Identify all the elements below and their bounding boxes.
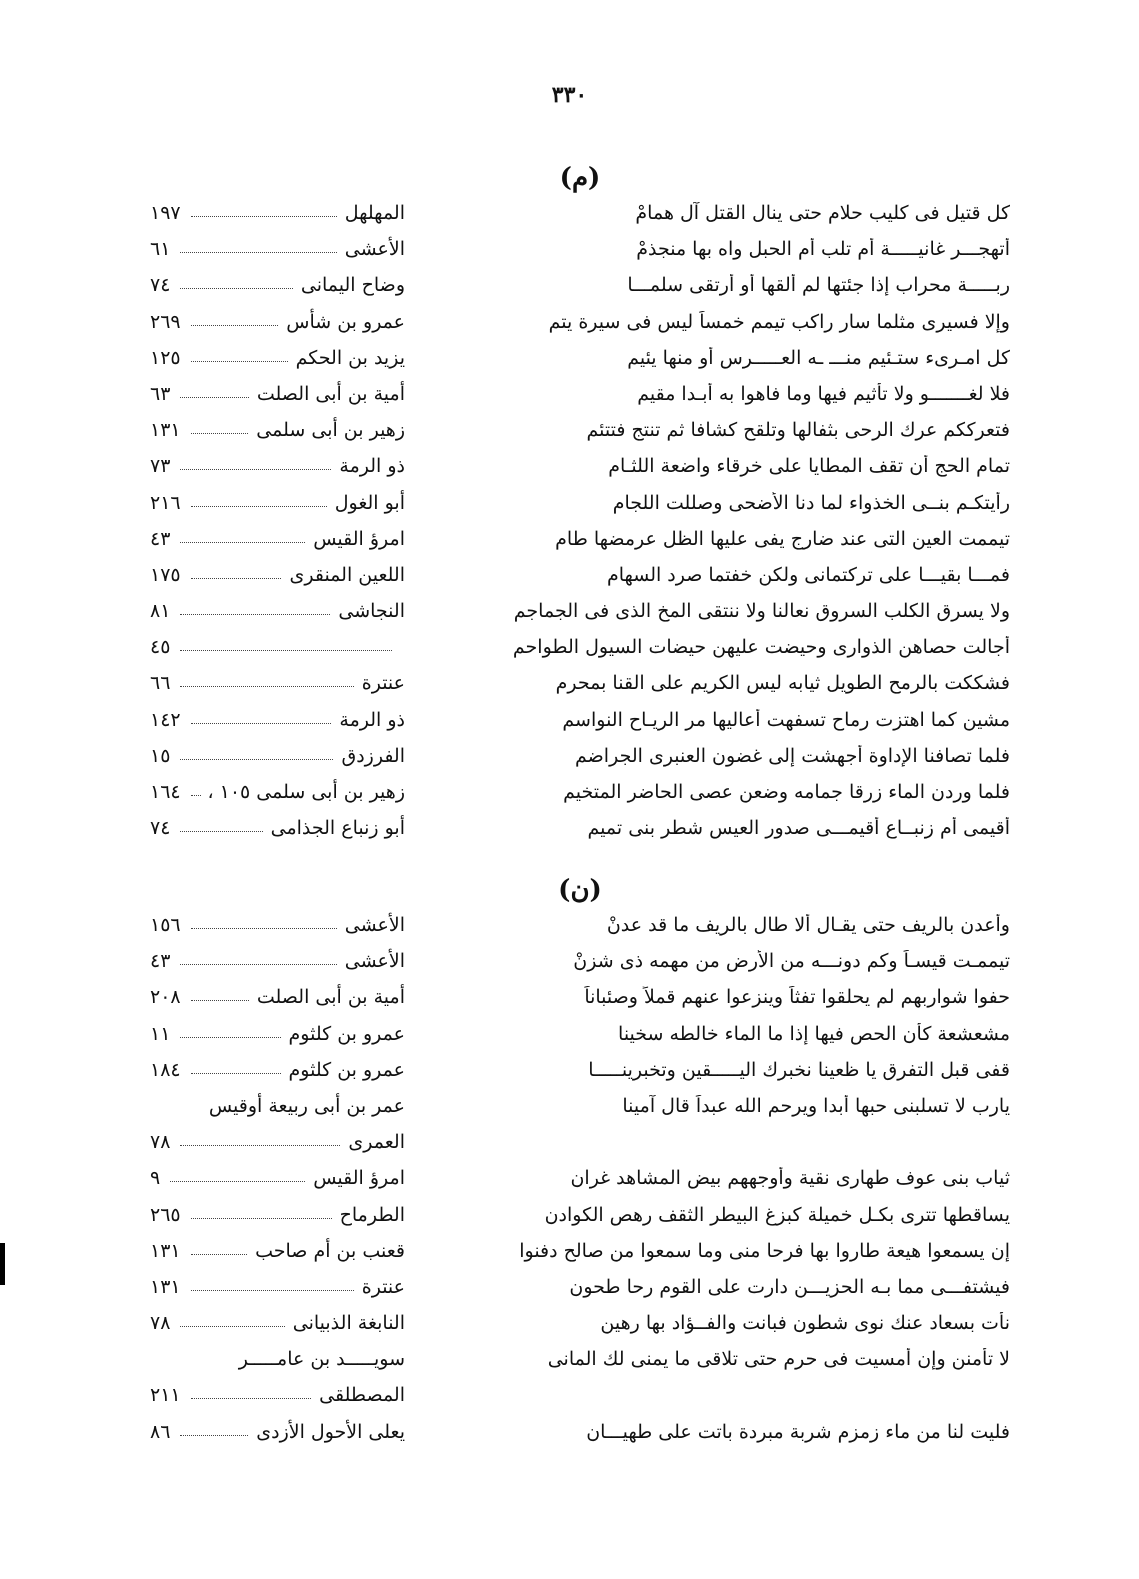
- index-entry: [150, 1200, 1010, 1236]
- poet-name: ذو الرمة: [339, 708, 405, 731]
- verse-text: إن يسمعوا هيعة طاروا بها فرحا منى وما سمعوا من صالح دفنوا: [519, 1239, 1010, 1262]
- index-entry: [150, 705, 1010, 741]
- verse-text: مشين كما اهتزت رماح تسفهت أعاليها مر الريـاح النواسم: [562, 708, 1010, 731]
- page-reference: ١٣١: [150, 419, 181, 442]
- index-entry: [150, 343, 1010, 379]
- poet-name: أمية بن أبى الصلت: [256, 986, 405, 1009]
- leader-dots: [191, 1290, 354, 1291]
- page-reference: ٢٠٨: [150, 986, 181, 1009]
- page-reference: ١٥: [150, 744, 171, 767]
- index-entry: [150, 1055, 1010, 1091]
- index-entry: [150, 1380, 1010, 1416]
- index-section-noon: [150, 870, 1010, 1453]
- verse-text: فمـــا بقيـــا على تركتمانى ولكن خفتما صرد السهام: [606, 563, 1010, 586]
- page-reference: ٤٣: [150, 950, 171, 973]
- index-entry: [150, 307, 1010, 343]
- index-section-meem: [150, 158, 1010, 849]
- leader-dots: [180, 469, 331, 470]
- index-entry: [150, 777, 1010, 813]
- margin-mark: [0, 1243, 5, 1285]
- page-reference: ٨٦: [150, 1420, 171, 1443]
- index-entry: [150, 1127, 1010, 1163]
- verse-text: أتهجـــر غانيـــــة أم تلب أم الحبل واه بها منجذمْ: [636, 238, 1010, 261]
- leader-dots: [191, 1398, 312, 1399]
- verse-text: قفى قبل التفرق يا ظعينا نخبرك اليـــــقين وتخبرينـــــا: [588, 1058, 1010, 1081]
- page-number: ٣٣٠: [551, 82, 588, 108]
- page-reference: ٢٦٥: [150, 1203, 181, 1226]
- leader-dots: [191, 1000, 249, 1001]
- leader-dots: [191, 795, 201, 796]
- page-reference: ٢١١: [150, 1384, 181, 1407]
- verse-text: لا تأمنن وإن أمسيت فى حرم حتى تلاقى ما يمنى لك المانى: [547, 1348, 1010, 1371]
- leader-dots: [180, 964, 336, 965]
- leader-dots: [180, 686, 353, 687]
- verse-text: فيشتفـــى مما بـه الحزيـــن دارت على القوم رحا طحون: [569, 1275, 1010, 1298]
- page-reference: ١٣١: [150, 1239, 181, 1262]
- poet-name: سويـــــد بن عامـــــر: [238, 1348, 405, 1371]
- verse-text: حفوا شواربهم لم يحلقوا تفثاً وينزعوا عنهم قملاً وصئباناً: [584, 986, 1010, 1009]
- leader-dots: [191, 1073, 281, 1074]
- poet-name: عمرو بن كلثوم: [288, 1058, 405, 1081]
- page-reference: ١٤٢: [150, 708, 181, 731]
- poet-name: عمرو بن كلثوم: [288, 1022, 405, 1045]
- leader-dots: [180, 1326, 284, 1327]
- page-reference: ٧٤: [150, 274, 171, 297]
- verse-text: تيممت العين التى عند ضارج يفى عليها الظل عرمضها طام: [555, 527, 1010, 550]
- poet-name: زهير بن أبى سلمى: [256, 419, 405, 442]
- poet-name: المهلهل: [344, 202, 405, 224]
- leader-dots: [180, 542, 305, 543]
- poet-name: أمية بن أبى الصلت: [256, 382, 405, 405]
- index-entry: [150, 668, 1010, 704]
- leader-dots: [180, 1145, 340, 1146]
- poet-name: امرؤ القيس: [313, 1167, 405, 1190]
- leader-dots: [180, 252, 336, 253]
- verse-text: فلما تصافنا الإداوة أجهشت إلى غضون العنبرى الجراضم: [575, 744, 1010, 767]
- poet-name: زهير بن أبى سلمى ١٠٥ ،: [207, 781, 405, 803]
- leader-dots: [191, 361, 288, 362]
- index-entry: [150, 1417, 1010, 1453]
- index-entry: [150, 946, 1010, 982]
- page-reference: ٩: [150, 1167, 161, 1190]
- page-reference: ٢١٦: [150, 491, 181, 514]
- page-reference: ٤٣: [150, 527, 171, 550]
- poet-name: المصطلقى: [319, 1384, 405, 1407]
- index-entry: [150, 910, 1010, 946]
- poet-name: اللعين المنقرى: [289, 563, 405, 586]
- page-reference: ٦١: [150, 238, 171, 261]
- verse-text: أجالت حصاهن الذوارى وحيضت عليهن حيضات السيول الطواحم: [512, 636, 1010, 659]
- page-reference: ٧٣: [150, 455, 171, 478]
- page-reference: ٢٦٩: [150, 310, 181, 333]
- verse-text: أقيمى أم زنبــاع أقيمـــى صدور العيس شطر بنى تميم: [587, 817, 1010, 840]
- verse-text: ربـــــة محراب إذا جئتها لم ألقها أو أرتقى سلمـــا: [627, 274, 1010, 297]
- poet-name: الطرماح: [339, 1203, 405, 1226]
- index-entry: [150, 1091, 1010, 1127]
- index-entry: [150, 1236, 1010, 1272]
- leader-dots: [170, 1181, 305, 1182]
- verse-text: فشككت بالرمح الطويل ثيابه ليس الكريم على القنا بمحرم: [555, 672, 1010, 695]
- verse-text: فليت لنا من ماء زمزم شربة مبردة باتت على طهيـــان: [586, 1420, 1010, 1443]
- leader-dots: [191, 723, 332, 724]
- poet-name: عمرو بن شأس: [286, 310, 405, 333]
- verse-text: ولا يسرق الكلب السروق نعالنا ولا ننتقى المخ الذى فى الجماجم: [513, 600, 1010, 623]
- poet-name: الأعشى: [344, 914, 405, 936]
- poet-name: الأعشى: [344, 238, 405, 261]
- index-entry: [150, 1272, 1010, 1308]
- leader-dots: [191, 325, 279, 326]
- page-reference: ١٥٦: [150, 914, 181, 936]
- page-reference: ٦٣: [150, 382, 171, 405]
- poet-name: يعلى الأحول الأزدى: [256, 1420, 405, 1443]
- index-entry: [150, 270, 1010, 306]
- poet-name: يزيد بن الحكم: [295, 346, 405, 369]
- page-reference: ١١: [150, 1022, 171, 1045]
- poet-name: الأعشى: [344, 950, 405, 973]
- leader-dots: [180, 1037, 280, 1038]
- verse-text: كل امـرىء ستـئيم منـــ ـه العـــــرس أو منها يئيم: [627, 346, 1010, 369]
- verse-text: وإلا فسيرى مثلما سار راكب تيمم خمساً ليس فى سيرة يتم: [548, 310, 1010, 333]
- leader-dots: [180, 614, 330, 615]
- page-reference: ١٦٤: [150, 781, 181, 803]
- leader-dots: [191, 433, 249, 434]
- index-entry: [150, 1308, 1010, 1344]
- leader-dots: [191, 506, 327, 507]
- poet-name: الفرزدق: [341, 744, 405, 767]
- page-reference: ١٢٥: [150, 346, 181, 369]
- index-entry: [150, 379, 1010, 415]
- leader-dots: [180, 288, 292, 289]
- page-reference: ٤٥: [150, 636, 171, 659]
- index-entry: [150, 813, 1010, 849]
- page-reference: ١٨٤: [150, 1058, 181, 1081]
- poet-name: امرؤ القيس: [313, 527, 405, 550]
- poet-name: عنترة: [361, 1275, 405, 1298]
- index-entry: [150, 415, 1010, 451]
- leader-dots: [191, 1254, 247, 1255]
- verse-text: فلما وردن الماء زرقا جمامه وضعن عصى الحاضر المتخيم: [563, 781, 1010, 803]
- verse-text: كل قتيل فى كليب حلام حتى ينال القتل آل همامْ: [635, 202, 1010, 224]
- index-entry: [150, 488, 1010, 524]
- index-entry: [150, 524, 1010, 560]
- leader-dots: [180, 650, 392, 651]
- verse-text: وأعدن بالريف حتى يقـال ألا طال بالريف ما قد عدنْ: [606, 914, 1010, 936]
- poet-name: أبو الغول: [334, 491, 405, 514]
- index-entry: [150, 234, 1010, 270]
- leader-dots: [180, 831, 262, 832]
- leader-dots: [180, 759, 333, 760]
- index-entry: [150, 1163, 1010, 1199]
- poet-name: عنترة: [361, 672, 405, 695]
- index-entry: [150, 982, 1010, 1018]
- index-entry: [150, 560, 1010, 596]
- verse-text: تمام الحج أن تقف المطايا على خرقاء واضعة اللثـام: [608, 455, 1010, 478]
- index-entry: [150, 1019, 1010, 1055]
- index-entry: [150, 198, 1010, 234]
- verse-text: فتعرككم عرك الرحى بثفالها وتلقح كشافا ثم تنتج فتتئم: [586, 419, 1010, 442]
- page-reference: ٧٤: [150, 817, 171, 840]
- section-heading: (ن): [558, 875, 602, 905]
- section-heading: (م): [559, 163, 601, 193]
- verse-text: تيممـت قيسـاً وكم دونـــه من الأرض من مهمه ذى شزنْ: [573, 950, 1010, 973]
- verse-text: نأت بسعاد عنك نوى شطون فبانت والفــؤاد بها رهين: [600, 1312, 1010, 1335]
- verse-text: رأيتكـم بنــى الخذواء لما دنا الأضحى وصللت اللجام: [612, 491, 1010, 514]
- leader-dots: [191, 578, 282, 579]
- page-reference: ١٩٧: [150, 202, 181, 224]
- page-reference: ٦٦: [150, 672, 171, 695]
- poet-name: النابغة الذبيانى: [292, 1312, 405, 1335]
- page-reference: ١٣١: [150, 1275, 181, 1298]
- index-entry: [150, 596, 1010, 632]
- index-entry: [150, 451, 1010, 487]
- poet-name: ذو الرمة: [339, 455, 405, 478]
- index-entry: [150, 741, 1010, 777]
- leader-dots: [191, 928, 337, 929]
- verse-text: ثياب بنى عوف طهارى نقية وأوجههم بيض المشاهد غران: [570, 1167, 1010, 1190]
- leader-dots: [180, 397, 248, 398]
- index-entry: [150, 1344, 1010, 1380]
- page-reference: ٧٨: [150, 1131, 171, 1154]
- verse-text: مشعشعة كأن الحص فيها إذا ما الماء خالطه سخينا: [618, 1022, 1010, 1045]
- verse-text: يارب لا تسلبنى حبها أبدا ويرحم الله عبداً قال آمينا: [622, 1094, 1010, 1117]
- poet-name: قعنب بن أم صاحب: [255, 1239, 405, 1262]
- verse-text: يساقطها تترى بكـل خميلة كبزغ البيطر الثقف رهص الكوادن: [544, 1203, 1010, 1226]
- poet-name: عمر بن أبى ربيعة أوقيس: [208, 1094, 405, 1117]
- page-reference: ٧٨: [150, 1312, 171, 1335]
- poet-name: العمرى: [348, 1131, 405, 1154]
- poet-name: وضاح اليمانى: [300, 274, 405, 297]
- poet-name: أبو زنباع الجذامى: [270, 817, 405, 840]
- leader-dots: [180, 1435, 248, 1436]
- leader-dots: [191, 216, 337, 217]
- leader-dots: [191, 1218, 332, 1219]
- page-reference: ١٧٥: [150, 563, 181, 586]
- page-reference: ٨١: [150, 600, 171, 623]
- poet-name: النجاشى: [338, 600, 405, 623]
- index-entry: [150, 632, 1010, 668]
- verse-text: فلا لغـــــــو ولا تأثيم فيها وما فاهوا به أبـدا مقيم: [637, 382, 1010, 405]
